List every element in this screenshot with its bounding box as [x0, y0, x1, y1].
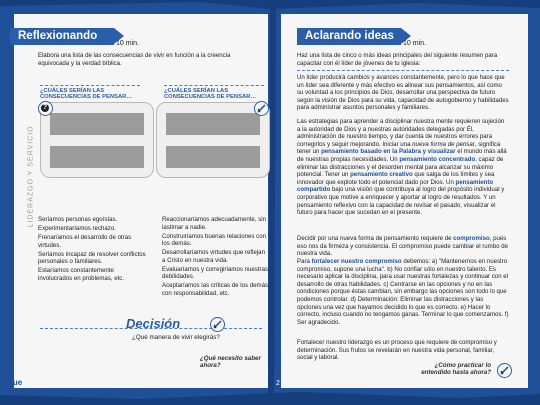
- paragraph-3: Decidir por una nueva forma de pensamiento requiere de compromiso, pues eso nos da firmeza y consistencia. El compromiso puede cambiar el rumbo de nuestra vida.: [297, 235, 509, 258]
- page-number-left: 1: [264, 380, 268, 387]
- left-page: [14, 14, 268, 388]
- consequences-list-left: [38, 216, 146, 284]
- right-page: [281, 14, 528, 388]
- section-title: Reflexionando: [18, 30, 98, 42]
- section-title: Aclarando ideas: [305, 30, 394, 42]
- list-item: Reaccionaríamos adecuadamente, sin lastimar a nadie.: [162, 216, 266, 231]
- list-item: Estaríamos constantemente involucrados en problemas, etc.: [38, 267, 125, 282]
- list-item: Desarrollaríamos virtudes que reflejan a Cristo en nuestra vida.: [162, 249, 265, 264]
- consequences-list-right: [162, 216, 268, 299]
- belief-panel-left: [40, 102, 154, 178]
- pencil-check-icon: [210, 317, 225, 332]
- footer-question: ¿Cómo practicar lo entendido hasta ahora?: [421, 362, 491, 376]
- separator-line: [40, 85, 140, 86]
- consequences-subhead-right: ¿CUÁLES SERÍAN LAS CONSECUENCIAS DE PENSAR…: [164, 88, 257, 100]
- grey-bar: [166, 146, 260, 168]
- paragraph-5: Fortalecer nuestro liderazgo es un proceso que requiere de compromiso y determinación. Sus frutos se revelarán en nuestra vida personal, familiar, social y laboral.: [297, 339, 497, 362]
- page-number-right: 2: [276, 380, 280, 387]
- publisher-logo: pue: [8, 378, 23, 387]
- list-item: Frenaríamos el desarrollo de otras virtudes.: [38, 234, 132, 249]
- list-item: Evaluaríamos y corregiríamos nuestras debilidades.: [162, 265, 269, 280]
- paragraph-1: Un líder producirá cambios y avances constantemente, pero lo que hace que un líder sea diferente y más efectivo es alinear sus pensamientos, así como su voluntad a los principios de Dios, desarrollar una perspectiva de futuro según la visión de Dios para su vida, capacidad de autogobierno y habilidades para administrar asuntos personales y familiares.: [297, 74, 509, 112]
- question-mark-icon: ?: [38, 101, 53, 116]
- time-label: 10 min.: [116, 40, 139, 47]
- grey-bar: [50, 113, 144, 135]
- list-item: Experimentaríamos rechazo.: [38, 225, 116, 232]
- intro-text: Haz una lista de cinco o más ideas principales del siguiente resumen para capacitar con él líder de jóvenes de tu iglesia:: [297, 52, 498, 67]
- separator-line: [164, 85, 264, 86]
- pencil-check-icon: [497, 363, 512, 378]
- paragraph-2: Las estrategias para aprender a disciplinar nuestra mente requieren sujeción a la autoridad de Dios y a nuestras autoridades delegadas por Él, administración de nuestro tiempo, y dar cuenta de nuestros errores para corregirlos y seguir mejorando. Iniciar una nueva forma de pensar, significa tener un pensamiento basado en la Palabra y visualizar el mundo más allá de nuestras propias necesidades. Un pensamiento concentrado, capaz de eliminar las distracciones y el desorden mental para alcanzar su máximo potencial. Tener un pensamiento creativo que salga de los límites y sea innovador que explote todo el potencial dado por Dios. Un pensamiento compartido bajo una visión que contribuya al logro del propósito individual y corporativo que motive a enriquecer y aportar al logro de resultados. Y un pensamiento reflexivo con la capacidad de revisar el pasado, visualizar el futuro para hacer que sucedan en el presente.: [297, 118, 507, 217]
- time-label: 10 min.: [403, 40, 426, 47]
- consequences-subhead-left: ¿CUÁLES SERÍAN LAS CONSECUENCIAS DE PENSAR…: [40, 88, 133, 100]
- separator-line: [297, 70, 509, 71]
- grey-bar: [50, 146, 144, 168]
- side-section-label: LIDERAZGO Y SERVICIO: [27, 125, 35, 228]
- footer-question: ¿Qué necesito saber ahora?: [200, 355, 261, 369]
- list-item: Aceptaríamos las críticas de los demás con responsabilidad, etc.: [162, 282, 269, 297]
- belief-panel-right: [156, 102, 270, 178]
- paragraph-4: Para fortalecer nuestro compromiso debemos: a) "Mantenernos en nuestro compromiso, supone una lucha". b) No confiar sólo en nuestro talento. Es necesario aplicar la disciplina, para usar nuestras fortalezas y continuar con el desarrollo de otras habilidades. c) Centrarse en las opciones y no en las condiciones porque éstas cambian, sin embargo las opciones son todo lo que podemos controlar. d) Determinación: Eliminar las distracciones y las opciones una vez que hayamos decidido lo que es correcto. e) Hacer lo correcto, incluso cuando no tengamos ganas. Terminar lo que comenzamos. f) Ser agradecido.: [297, 258, 509, 326]
- list-item: Seríamos incapaz de resolver conflictos personales o familiares.: [38, 250, 146, 265]
- list-item: Construiríamos buenas relaciones con los demás.: [162, 232, 266, 247]
- decision-title: Decisión: [126, 316, 181, 331]
- list-item: Seríamos personas egoístas.: [38, 216, 118, 223]
- reflexionando-ribbon: [10, 28, 114, 45]
- aclarando-ideas-ribbon: [297, 28, 401, 45]
- pencil-check-icon: [254, 101, 269, 116]
- intro-text: Elabora una lista de las consecuencias de vivir en función a la creencia equivocada y la verdad bíblica.: [38, 52, 231, 67]
- grey-bar: [166, 113, 260, 135]
- decision-question: ¿Qué manera de vivir elegirás?: [132, 334, 220, 341]
